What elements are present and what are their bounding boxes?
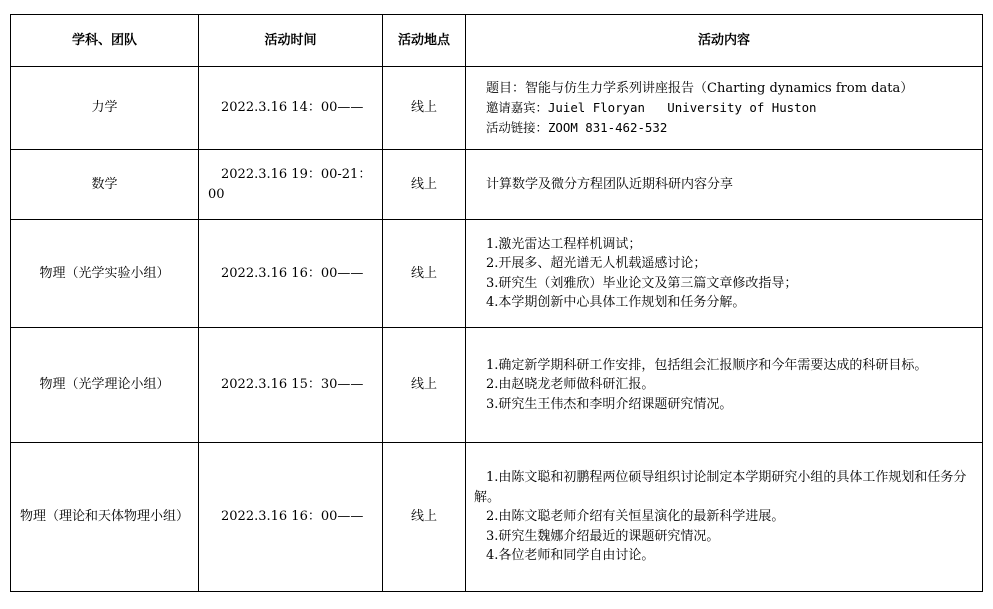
content-line: 活动链接：ZOOM 831-462-532 (486, 119, 668, 135)
content-line: 2.由赵晓龙老师做科研汇报。 (486, 377, 655, 393)
table-row (11, 67, 983, 150)
content-line: 计算数学及微分方程团队近期科研内容分享 (486, 176, 734, 192)
content-line: 4.本学期创新中心具体工作规划和任务分解。 (486, 295, 746, 310)
content-line: 1.激光雷达工程样机调试； (486, 236, 642, 252)
content-line: 2.由陈文聪老师介绍有关恒星演化的最新科学进展。 (486, 509, 785, 525)
subject-cell: 力学 (11, 67, 199, 150)
content-line: 1.由陈文聪和初鹏程两位硕导组织讨论制定本学期研究小组的具体工作规划和任务分解。 (474, 470, 967, 505)
table-row (11, 328, 983, 443)
header-row (11, 15, 983, 67)
content-line: 3.研究生魏娜介绍最近的课题研究情况。 (486, 528, 720, 544)
content-line: 2.开展多、超光谱无人机载遥感讨论； (486, 256, 707, 271)
place-cell: 线上 (383, 328, 466, 443)
place-cell: 线上 (383, 220, 466, 328)
subject-cell: 物理（光学实验小组） (11, 220, 199, 328)
content-cell (466, 150, 983, 220)
content-line: 3.研究生（刘雅欣）毕业论文及第三篇文章修改指导； (486, 275, 798, 291)
content-cell (466, 220, 983, 328)
time-cell: 2022.3.16 19：00-21：00 (199, 150, 383, 220)
header-place: 活动地点 (383, 15, 466, 67)
time-cell: 2022.3.16 16：00—— (199, 443, 383, 592)
header-time: 活动时间 (199, 15, 383, 67)
header-content: 活动内容 (466, 15, 983, 67)
content-line: 题目：智能与仿生力学系列讲座报告（Charting dynamics from data） (486, 80, 914, 96)
time-cell: 2022.3.16 15：30—— (199, 328, 383, 443)
time-cell: 2022.3.16 14：00—— (199, 67, 383, 150)
content-line: 3.研究生王伟杰和李明介绍课题研究情况。 (486, 396, 733, 412)
content-cell (466, 67, 983, 150)
content-line: 1.确定新学期科研工作安排，包括组会汇报顺序和今年需要达成的科研目标。 (486, 357, 928, 373)
content-cell (466, 443, 983, 592)
table-row (11, 443, 983, 592)
subject-cell: 物理（理论和天体物理小组） (11, 443, 199, 592)
time-cell: 2022.3.16 16：00—— (199, 220, 383, 328)
subject-cell: 物理（光学理论小组） (11, 328, 199, 443)
subject-cell: 数学 (11, 150, 199, 220)
activity-schedule-table (10, 14, 983, 592)
content-cell (466, 328, 983, 443)
place-cell: 线上 (383, 150, 466, 220)
table-row (11, 220, 983, 328)
place-cell: 线上 (383, 443, 466, 592)
content-line: 4.各位老师和同学自由讨论。 (486, 548, 655, 564)
header-subject: 学科、团队 (11, 15, 199, 67)
table-row (11, 150, 983, 220)
place-cell: 线上 (383, 67, 466, 150)
content-line: 邀请嘉宾：Juiel Floryan University of Huston (486, 100, 817, 116)
